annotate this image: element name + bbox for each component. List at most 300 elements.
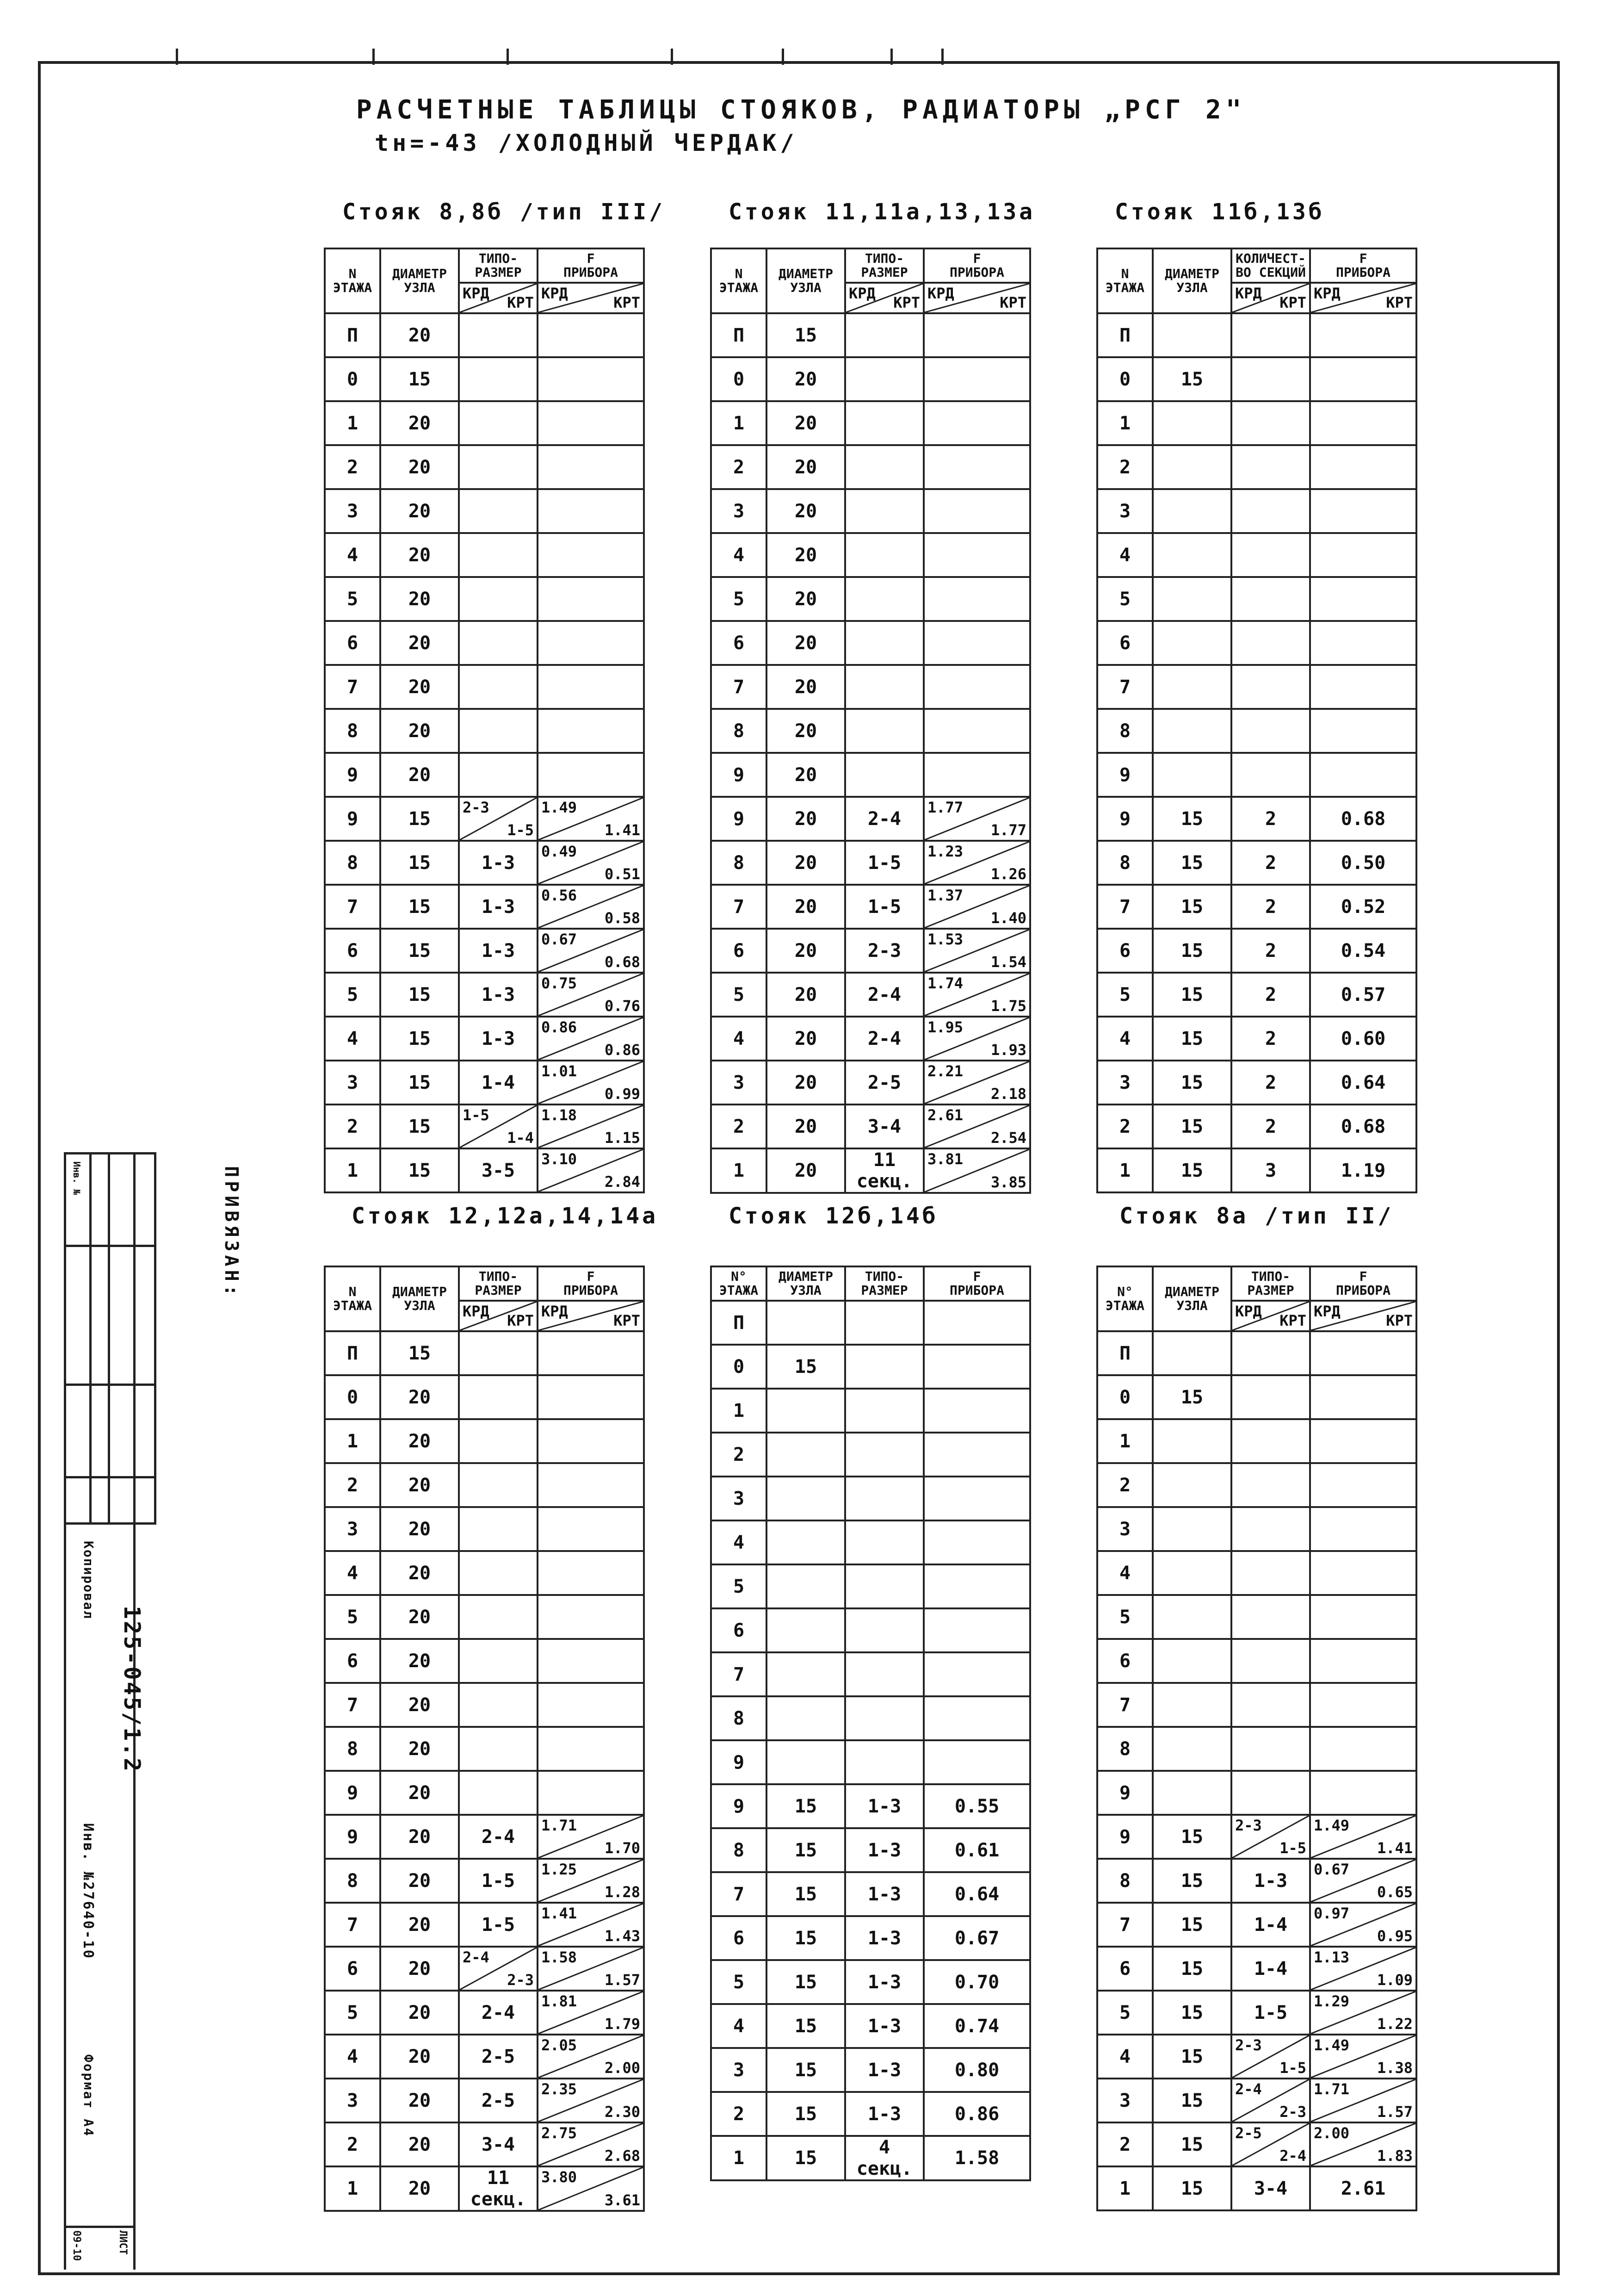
riser-title: Стояк 8а /тип II/ xyxy=(1119,1203,1394,1229)
diameter-cell: 15 xyxy=(766,1828,845,1872)
diameter-cell: 15 xyxy=(1153,797,1231,841)
header-f: F ПРИБОРА xyxy=(924,248,1030,283)
table-row xyxy=(711,1105,1030,1148)
f-cell xyxy=(1310,1991,1416,2035)
header-krt: КРТ xyxy=(507,294,534,311)
diameter-cell xyxy=(1153,709,1231,753)
table-row xyxy=(325,2122,644,2166)
diameter-cell: 15 xyxy=(1153,1991,1231,2035)
f-krt: 0.68 xyxy=(604,953,640,971)
header-floor: N° ЭТАЖА xyxy=(711,1266,766,1301)
frame-tick xyxy=(372,49,375,65)
f-cell xyxy=(924,1608,1030,1652)
diameter-cell: 20 xyxy=(766,445,845,489)
table-row xyxy=(1097,1903,1416,1947)
table-row xyxy=(711,1784,1030,1828)
f-cell xyxy=(924,1433,1030,1477)
header-typesize: КОЛИЧЕСТ- ВО СЕКЦИЙ xyxy=(1231,248,1310,283)
f-cell xyxy=(1310,1595,1416,1639)
f-cell xyxy=(924,1061,1030,1105)
f-cell xyxy=(538,929,644,973)
typesize-cell: 3-4 xyxy=(459,2122,538,2166)
f-cell xyxy=(538,1507,644,1551)
f-krd: 1.77 xyxy=(927,799,964,816)
riser-title: Стояк 11б,13б xyxy=(1115,199,1325,225)
f-cell xyxy=(1310,313,1416,357)
diameter-cell: 20 xyxy=(766,1105,845,1148)
diameter-cell xyxy=(1153,313,1231,357)
table-row xyxy=(1097,709,1416,753)
f-cell xyxy=(1310,1375,1416,1419)
floor-cell: 9 xyxy=(325,1815,380,1859)
diameter-cell: 20 xyxy=(380,2122,459,2166)
diameter-cell: 15 xyxy=(1153,2122,1231,2166)
typesize-cell xyxy=(459,1727,538,1771)
diameter-cell: 15 xyxy=(380,1148,459,1192)
header-krd: КРД xyxy=(463,1303,489,1320)
floor-cell: 5 xyxy=(325,1991,380,2035)
floor-cell: 8 xyxy=(711,1696,766,1740)
typesize-cell xyxy=(845,1740,924,1784)
table-row xyxy=(1097,841,1416,885)
f-cell xyxy=(924,621,1030,665)
typesize-cell xyxy=(845,665,924,709)
floor-cell: 5 xyxy=(1097,577,1153,621)
f-cell xyxy=(924,1345,1030,1389)
header-krd-krt xyxy=(459,1301,538,1331)
header-krt: КРТ xyxy=(893,294,920,311)
table-row xyxy=(711,929,1030,973)
table-row xyxy=(325,2079,644,2122)
f-cell xyxy=(1310,1683,1416,1727)
table-row xyxy=(1097,1947,1416,1991)
floor-cell: 6 xyxy=(325,621,380,665)
typesize-cell xyxy=(1231,1771,1310,1815)
typesize-cell xyxy=(459,709,538,753)
f-cell xyxy=(538,1017,644,1061)
typesize-cell xyxy=(845,577,924,621)
table-row xyxy=(711,1608,1030,1652)
typesize-cell xyxy=(459,753,538,797)
table-row xyxy=(1097,1148,1416,1192)
floor-cell: 7 xyxy=(711,1652,766,1696)
diameter-cell: 20 xyxy=(380,401,459,445)
header-krd: КРД xyxy=(849,285,876,302)
table-row xyxy=(711,797,1030,841)
f-krd: 2.21 xyxy=(927,1062,964,1080)
typesize-cell xyxy=(1231,445,1310,489)
typesize-cell xyxy=(459,313,538,357)
diameter-cell: 20 xyxy=(380,621,459,665)
typesize-cell: 1-3 xyxy=(845,1784,924,1828)
typesize-cell xyxy=(1231,2079,1310,2122)
floor-cell: 9 xyxy=(1097,1771,1153,1815)
split-cell xyxy=(460,1105,537,1148)
table-row xyxy=(711,973,1030,1017)
inventory-number: Инв. №27640-10 xyxy=(80,1823,96,1960)
header-typesize: ТИПО- РАЗМЕР xyxy=(459,248,538,283)
f-cell xyxy=(538,445,644,489)
table-row xyxy=(325,621,644,665)
diameter-cell: 20 xyxy=(766,841,845,885)
typesize-cell xyxy=(845,445,924,489)
diameter-cell: 15 xyxy=(1153,2079,1231,2122)
typesize-cell xyxy=(845,357,924,401)
floor-cell: 4 xyxy=(325,2035,380,2079)
table-row xyxy=(711,489,1030,533)
floor-cell: 3 xyxy=(711,1477,766,1520)
frame-tick xyxy=(507,49,509,65)
split-cell xyxy=(1311,1860,1415,1902)
table-row xyxy=(1097,1017,1416,1061)
typesize-cell xyxy=(1231,1815,1310,1859)
diameter-cell: 15 xyxy=(1153,1061,1231,1105)
table-row xyxy=(325,973,644,1017)
sheet-number: 09-10 xyxy=(71,2230,82,2261)
table-row xyxy=(325,533,644,577)
f-cell: 0.54 xyxy=(1310,929,1416,973)
f-cell xyxy=(924,1105,1030,1148)
f-cell xyxy=(538,2122,644,2166)
diameter-cell: 20 xyxy=(380,1463,459,1507)
f-krt: 1.93 xyxy=(990,1041,1026,1059)
typesize-cell: 2 xyxy=(1231,1061,1310,1105)
floor-cell: 5 xyxy=(325,1595,380,1639)
table-row xyxy=(325,1105,644,1148)
split-cell xyxy=(538,2035,643,2078)
split-cell xyxy=(1311,284,1415,312)
table-row xyxy=(711,2092,1030,2136)
split-cell xyxy=(538,1149,643,1191)
typesize-cell: 1-3 xyxy=(845,1960,924,2004)
split-cell xyxy=(538,1904,643,1946)
floor-cell: 8 xyxy=(325,1727,380,1771)
floor-cell: 2 xyxy=(711,2092,766,2136)
f-krt: 0.99 xyxy=(604,1085,640,1103)
header-krt: КРТ xyxy=(1386,1312,1413,1329)
diameter-cell: 15 xyxy=(380,1017,459,1061)
f-cell xyxy=(538,665,644,709)
floor-cell: 9 xyxy=(711,753,766,797)
f-cell xyxy=(538,1683,644,1727)
floor-cell: П xyxy=(711,313,766,357)
typesize-cell xyxy=(459,621,538,665)
table-row xyxy=(325,445,644,489)
split-cell xyxy=(460,284,537,312)
diameter-cell: 15 xyxy=(1153,973,1231,1017)
table-row xyxy=(1097,2122,1416,2166)
diameter-cell: 15 xyxy=(380,841,459,885)
typesize-cell xyxy=(1231,1727,1310,1771)
split-cell xyxy=(1311,1302,1415,1330)
floor-cell: П xyxy=(1097,1331,1153,1375)
f-cell xyxy=(1310,533,1416,577)
table-row xyxy=(1097,357,1416,401)
table-row xyxy=(325,2035,644,2079)
floor-cell: 1 xyxy=(711,401,766,445)
diameter-cell: 15 xyxy=(1153,1148,1231,1192)
floor-cell: 6 xyxy=(325,929,380,973)
floor-cell: 6 xyxy=(325,1947,380,1991)
split-cell xyxy=(538,1302,643,1330)
split-cell xyxy=(1232,2123,1309,2166)
header-typesize: ТИПО- РАЗМЕР xyxy=(845,1266,924,1301)
typesize-cell: 1-3 xyxy=(1231,1859,1310,1903)
diameter-cell: 20 xyxy=(380,577,459,621)
diameter-cell: 15 xyxy=(1153,1947,1231,1991)
floor-cell: 1 xyxy=(325,2166,380,2211)
f-cell xyxy=(924,1477,1030,1520)
f-krd: 2.61 xyxy=(927,1106,964,1124)
f-cell xyxy=(538,1105,644,1148)
f-krt: 1.77 xyxy=(990,821,1026,839)
split-cell xyxy=(538,1948,643,1990)
header-f: F ПРИБОРА xyxy=(538,248,644,283)
diameter-cell xyxy=(1153,1683,1231,1727)
floor-cell: 1 xyxy=(711,2136,766,2180)
typesize-cell: 2 xyxy=(1231,1105,1310,1148)
diameter-cell: 20 xyxy=(766,577,845,621)
table-row xyxy=(711,1301,1030,1345)
floor-cell: 7 xyxy=(1097,1683,1153,1727)
typesize-cell: 1-5 xyxy=(845,841,924,885)
typesize-cell: 2-4 xyxy=(845,973,924,1017)
f-cell xyxy=(924,665,1030,709)
f-krd: 1.23 xyxy=(927,843,964,860)
floor-cell: 2 xyxy=(325,2122,380,2166)
table-row xyxy=(325,885,644,929)
f-cell xyxy=(538,1771,644,1815)
split-cell xyxy=(925,842,1029,884)
typesize-cell xyxy=(845,709,924,753)
f-cell xyxy=(924,709,1030,753)
split-cell xyxy=(925,974,1029,1016)
diameter-cell: 15 xyxy=(1153,1859,1231,1903)
diameter-cell: 15 xyxy=(1153,1017,1231,1061)
riser-table xyxy=(324,1266,645,2212)
diameter-cell: 20 xyxy=(766,885,845,929)
diameter-cell: 15 xyxy=(766,2136,845,2180)
f-krd: 1.18 xyxy=(541,1106,577,1124)
table-row xyxy=(325,665,644,709)
diameter-cell xyxy=(1153,665,1231,709)
f-krt: 2.00 xyxy=(604,2059,640,2077)
f-cell xyxy=(538,1331,644,1375)
f-krd: 2.00 xyxy=(1314,2124,1350,2142)
table-row xyxy=(1097,753,1416,797)
table-row xyxy=(325,841,644,885)
f-cell xyxy=(924,577,1030,621)
diameter-cell: 15 xyxy=(380,1331,459,1375)
header-krd: КРД xyxy=(1314,285,1341,302)
floor-cell: 7 xyxy=(711,885,766,929)
diameter-cell: 15 xyxy=(1153,841,1231,885)
floor-cell: 3 xyxy=(1097,489,1153,533)
riser-table xyxy=(1096,1266,1417,2211)
typesize-krd: 2-5 xyxy=(1235,2124,1262,2142)
frame-tick xyxy=(671,49,673,65)
f-cell: 2.61 xyxy=(1310,2166,1416,2210)
f-cell xyxy=(924,797,1030,841)
header-floor: N ЭТАЖА xyxy=(325,1266,380,1331)
header-f: F ПРИБОРА xyxy=(1310,1266,1416,1301)
f-cell xyxy=(1310,1639,1416,1683)
diameter-cell: 15 xyxy=(1153,2035,1231,2079)
f-cell xyxy=(924,1740,1030,1784)
floor-cell: 3 xyxy=(325,1061,380,1105)
f-cell xyxy=(924,1520,1030,1564)
f-krt: 0.65 xyxy=(1377,1883,1413,1901)
f-cell xyxy=(924,401,1030,445)
typesize-cell: 3-4 xyxy=(1231,2166,1310,2210)
f-cell: 0.55 xyxy=(924,1784,1030,1828)
frame-tick xyxy=(941,49,944,65)
table-row xyxy=(711,1345,1030,1389)
typesize-krd: 2-3 xyxy=(1235,2036,1262,2054)
header-krd: КРД xyxy=(1235,285,1262,302)
typesize-cell xyxy=(1231,1463,1310,1507)
table-row xyxy=(711,885,1030,929)
floor-cell: 2 xyxy=(1097,2122,1153,2166)
diameter-cell xyxy=(766,1301,845,1345)
diameter-cell: 20 xyxy=(380,1419,459,1463)
f-krt: 2.68 xyxy=(604,2147,640,2165)
floor-cell: П xyxy=(711,1301,766,1345)
f-cell xyxy=(1310,489,1416,533)
table-row xyxy=(1097,577,1416,621)
split-cell xyxy=(1232,2079,1309,2122)
table-row xyxy=(1097,401,1416,445)
f-krt: 2.18 xyxy=(990,1085,1026,1103)
f-krd: 1.37 xyxy=(927,887,964,904)
floor-cell: 6 xyxy=(711,1916,766,1960)
diameter-cell: 15 xyxy=(380,929,459,973)
diameter-cell xyxy=(1153,1331,1231,1375)
diameter-cell xyxy=(1153,1507,1231,1551)
f-krd: 0.75 xyxy=(541,974,577,992)
f-cell xyxy=(1310,1551,1416,1595)
floor-cell: 4 xyxy=(1097,1551,1153,1595)
f-cell: 0.67 xyxy=(924,1916,1030,1960)
typesize-cell xyxy=(459,1639,538,1683)
f-cell xyxy=(924,1301,1030,1345)
split-cell xyxy=(538,1992,643,2034)
diameter-cell: 20 xyxy=(380,445,459,489)
diameter-cell: 20 xyxy=(380,1551,459,1595)
f-cell xyxy=(538,1991,644,2035)
typesize-cell: 1-3 xyxy=(459,973,538,1017)
f-cell xyxy=(538,533,644,577)
header-floor: N ЭТАЖА xyxy=(711,248,766,313)
floor-cell: 5 xyxy=(711,577,766,621)
floor-cell: 8 xyxy=(325,709,380,753)
f-krd: 1.49 xyxy=(1314,2036,1350,2054)
table-row xyxy=(325,1148,644,1192)
f-cell xyxy=(924,313,1030,357)
f-krd: 1.29 xyxy=(1314,1992,1350,2010)
split-cell xyxy=(925,1018,1029,1060)
f-cell xyxy=(924,1017,1030,1061)
typesize-cell: 1-3 xyxy=(845,2004,924,2048)
table-row xyxy=(1097,929,1416,973)
floor-cell: 0 xyxy=(325,357,380,401)
table-row xyxy=(325,1903,644,1947)
floor-cell: 2 xyxy=(711,1105,766,1148)
table-row xyxy=(1097,1639,1416,1683)
table-row xyxy=(711,709,1030,753)
typesize-cell: 3 xyxy=(1231,1148,1310,1192)
f-cell xyxy=(1310,1463,1416,1507)
typesize-cell xyxy=(1231,1419,1310,1463)
f-krt: 1.40 xyxy=(990,909,1026,927)
floor-cell: 8 xyxy=(711,709,766,753)
f-cell: 0.61 xyxy=(924,1828,1030,1872)
table-row xyxy=(1097,1815,1416,1859)
floor-cell: 6 xyxy=(1097,1947,1153,1991)
typesize-cell xyxy=(1231,357,1310,401)
table-row xyxy=(1097,1991,1416,2035)
f-krt: 1.15 xyxy=(604,1129,640,1147)
f-krd: 1.41 xyxy=(541,1905,577,1922)
table-row xyxy=(1097,1105,1416,1148)
typesize-cell xyxy=(845,533,924,577)
floor-cell: 2 xyxy=(325,1463,380,1507)
typesize-cell: 3-5 xyxy=(459,1148,538,1192)
f-krt: 3.85 xyxy=(990,1173,1026,1191)
table-row xyxy=(1097,1419,1416,1463)
f-cell xyxy=(1310,357,1416,401)
header-krd: КРД xyxy=(1235,1303,1262,1320)
typesize-cell: 2 xyxy=(1231,797,1310,841)
f-cell xyxy=(1310,2122,1416,2166)
table-row xyxy=(1097,665,1416,709)
f-cell xyxy=(538,621,644,665)
header-diameter: ДИАМЕТР УЗЛА xyxy=(1153,248,1231,313)
riser-table xyxy=(710,1266,1031,2181)
table-row xyxy=(711,621,1030,665)
f-krd: 1.95 xyxy=(927,1018,964,1036)
table-row xyxy=(1097,1507,1416,1551)
f-krt: 1.22 xyxy=(1377,2015,1413,2033)
diameter-cell: 15 xyxy=(1153,885,1231,929)
header-f: F ПРИБОРА xyxy=(924,1266,1030,1301)
diameter-cell: 20 xyxy=(380,1683,459,1727)
typesize-cell xyxy=(1231,2035,1310,2079)
f-krd: 1.25 xyxy=(541,1861,577,1878)
f-krd: 1.81 xyxy=(541,1992,577,2010)
typesize-cell: 11 секц. xyxy=(459,2166,538,2211)
f-cell: 1.19 xyxy=(1310,1148,1416,1192)
drawing-code: 125-045/1.2 xyxy=(119,1606,145,1773)
typesize-cell: 2 xyxy=(1231,929,1310,973)
table-row xyxy=(325,1463,644,1507)
f-krd: 2.35 xyxy=(541,2080,577,2098)
split-cell xyxy=(538,842,643,884)
f-cell xyxy=(538,489,644,533)
f-krt: 1.79 xyxy=(604,2015,640,2033)
split-cell xyxy=(925,886,1029,928)
typesize-cell xyxy=(845,1564,924,1608)
table-row xyxy=(711,1828,1030,1872)
f-cell xyxy=(924,885,1030,929)
floor-cell: 5 xyxy=(711,1564,766,1608)
typesize-krd: 1-5 xyxy=(463,1106,489,1124)
floor-cell: 4 xyxy=(1097,2035,1153,2079)
header-typesize: ТИПО- РАЗМЕР xyxy=(459,1266,538,1301)
floor-cell: 2 xyxy=(1097,1463,1153,1507)
typesize-cell: 2-5 xyxy=(459,2035,538,2079)
floor-cell: 7 xyxy=(1097,665,1153,709)
